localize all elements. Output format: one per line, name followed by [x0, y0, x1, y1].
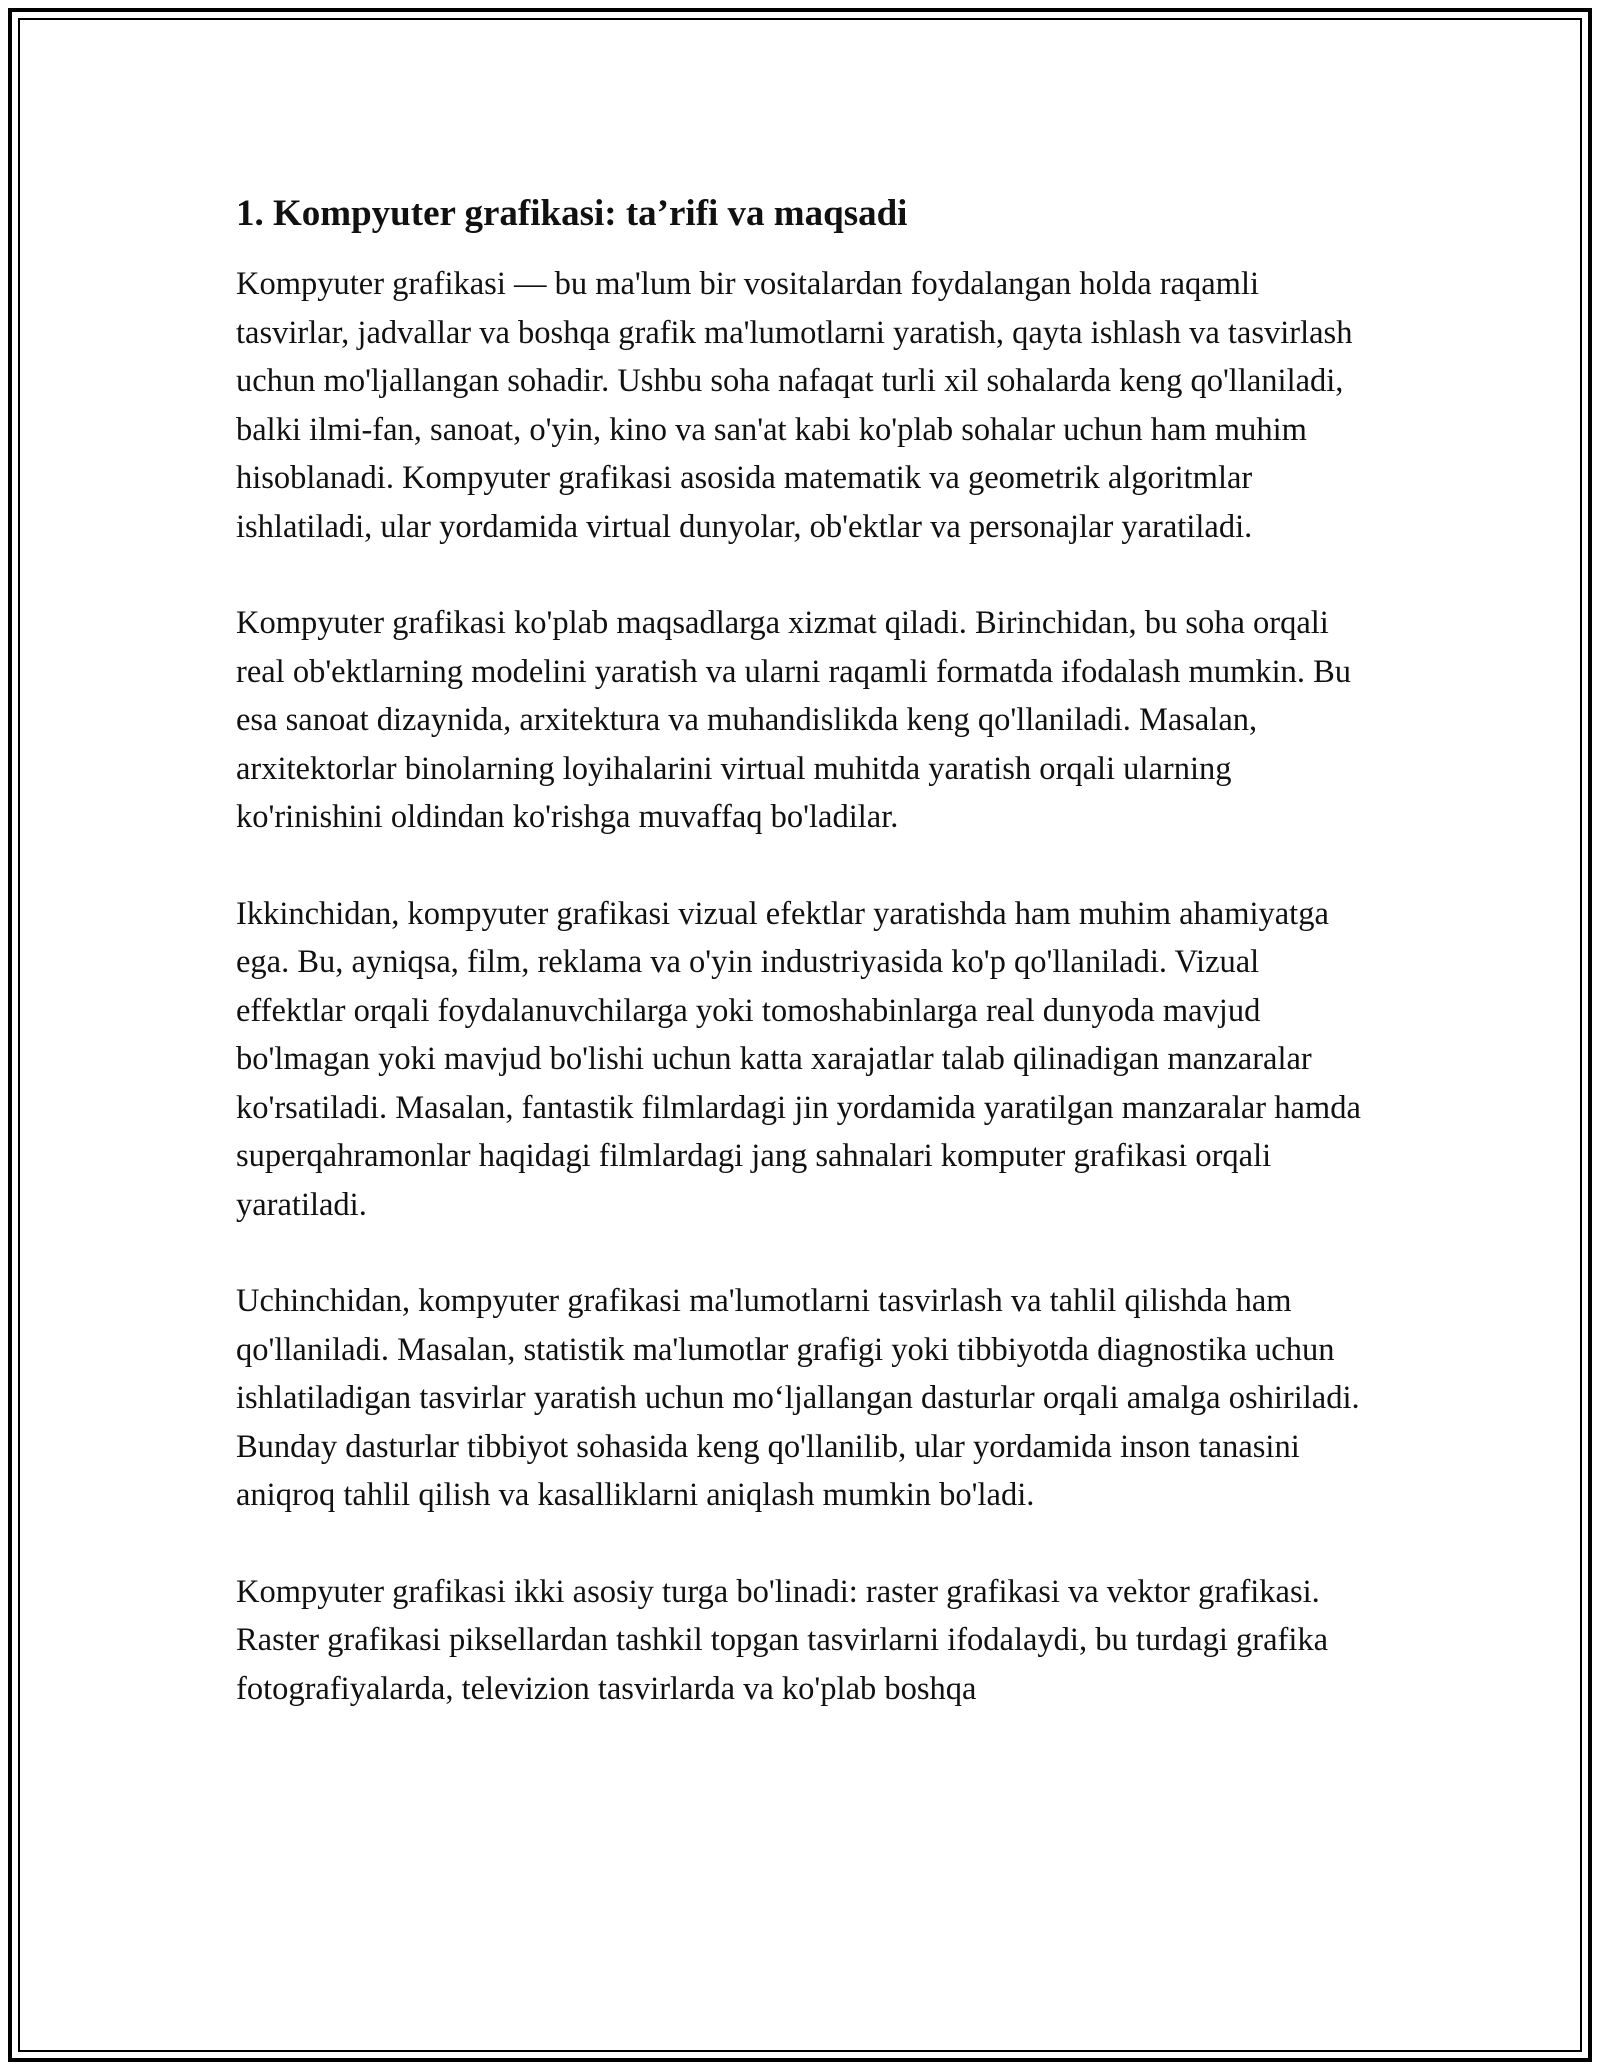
document-body [236, 188, 1376, 1761]
paragraph-data-visualization: Uchinchidan, kompyuter grafikasi ma'lumotlarni tasvirlash va tahlil qilishda ham qo'llaniladi. Masalan, statistik ma'lumotlar grafigi yoki tibbiyotda diagnostika uchun ishlatiladigan tasvirlar yaratish uchun mo‘ljallangan dasturlar orqali amalga oshiriladi. Bunday dasturlar tibbiyot sohasida keng qo'llanilib, ular yordamida inson tanasini aniqroq tahlil qilish va kasalliklarni aniqlash mumkin bo'ladi. [236, 1283, 1360, 1513]
paragraph-graphics-types: Kompyuter grafikasi ikki asosiy turga bo'linadi: raster grafikasi va vektor grafikasi. Raster grafikasi piksellardan tashkil topgan tasvirlarni ifodalaydi, bu turdagi grafika fotografiyalarda, televizion tasvirlarda va ko'plab boshqa [236, 1573, 1329, 1707]
paragraph-visual-effects: Ikkinchidan, kompyuter grafikasi vizual efektlar yaratishda ham muhim ahamiyatga ega. Bu, ayniqsa, film, reklama va o'yin industriyasida ko'p qo'llaniladi. Vizual effektlar orqali foydalanuvchilarga yoki tomoshabinlarga real dunyoda mavjud bo'lmagan yoki mavjud bo'lishi uchun katta xarajatlar talab qilinadigan manzaralar ko'rsatiladi. Masalan, fantastik filmlardagi jin yordamida yaratilgan manzaralar hamda superqahramonlar haqidagi filmlardagi jang sahnalari komputer grafikasi orqali yaratiladi. [236, 895, 1361, 1223]
section-heading: 1. Kompyuter grafikasi: ta’rifi va maqsadi [236, 193, 908, 234]
paragraph-definition: Kompyuter grafikasi — bu ma'lum bir vositalardan foydalangan holda raqamli tasvirlar, jadvallar va boshqa grafik ma'lumotlarni yaratish, qayta ishlash va tasvirlash uchun mo'ljallangan sohadir. Ushbu soha nafaqat turli xil sohalarda keng qo'llaniladi, balki ilmi-fan, sanoat, o'yin, kino va san'at kabi ko'plab sohalar uchun ham muhim hisoblanadi. Kompyuter grafikasi asosida matematik va geometrik algoritmlar ishlatiladi, ular yordamida virtual dunyolar, ob'ektlar va personajlar yaratiladi. [236, 266, 1353, 545]
paragraph-purposes: Kompyuter grafikasi ko'plab maqsadlarga xizmat qiladi. Birinchidan, bu soha orqali real ob'ektlarning modelini yaratish va ularni raqamli formatda ifodalash mumkin. Bu esa sanoat dizaynida, arxitektura va muhandislikda keng qo'llaniladi. Masalan, arxitektorlar binolarning loyihalarini virtual muhitda yaratish orqali ularning ko'rinishini oldindan ko'rishga muvaffaq bo'ladilar. [236, 605, 1352, 835]
